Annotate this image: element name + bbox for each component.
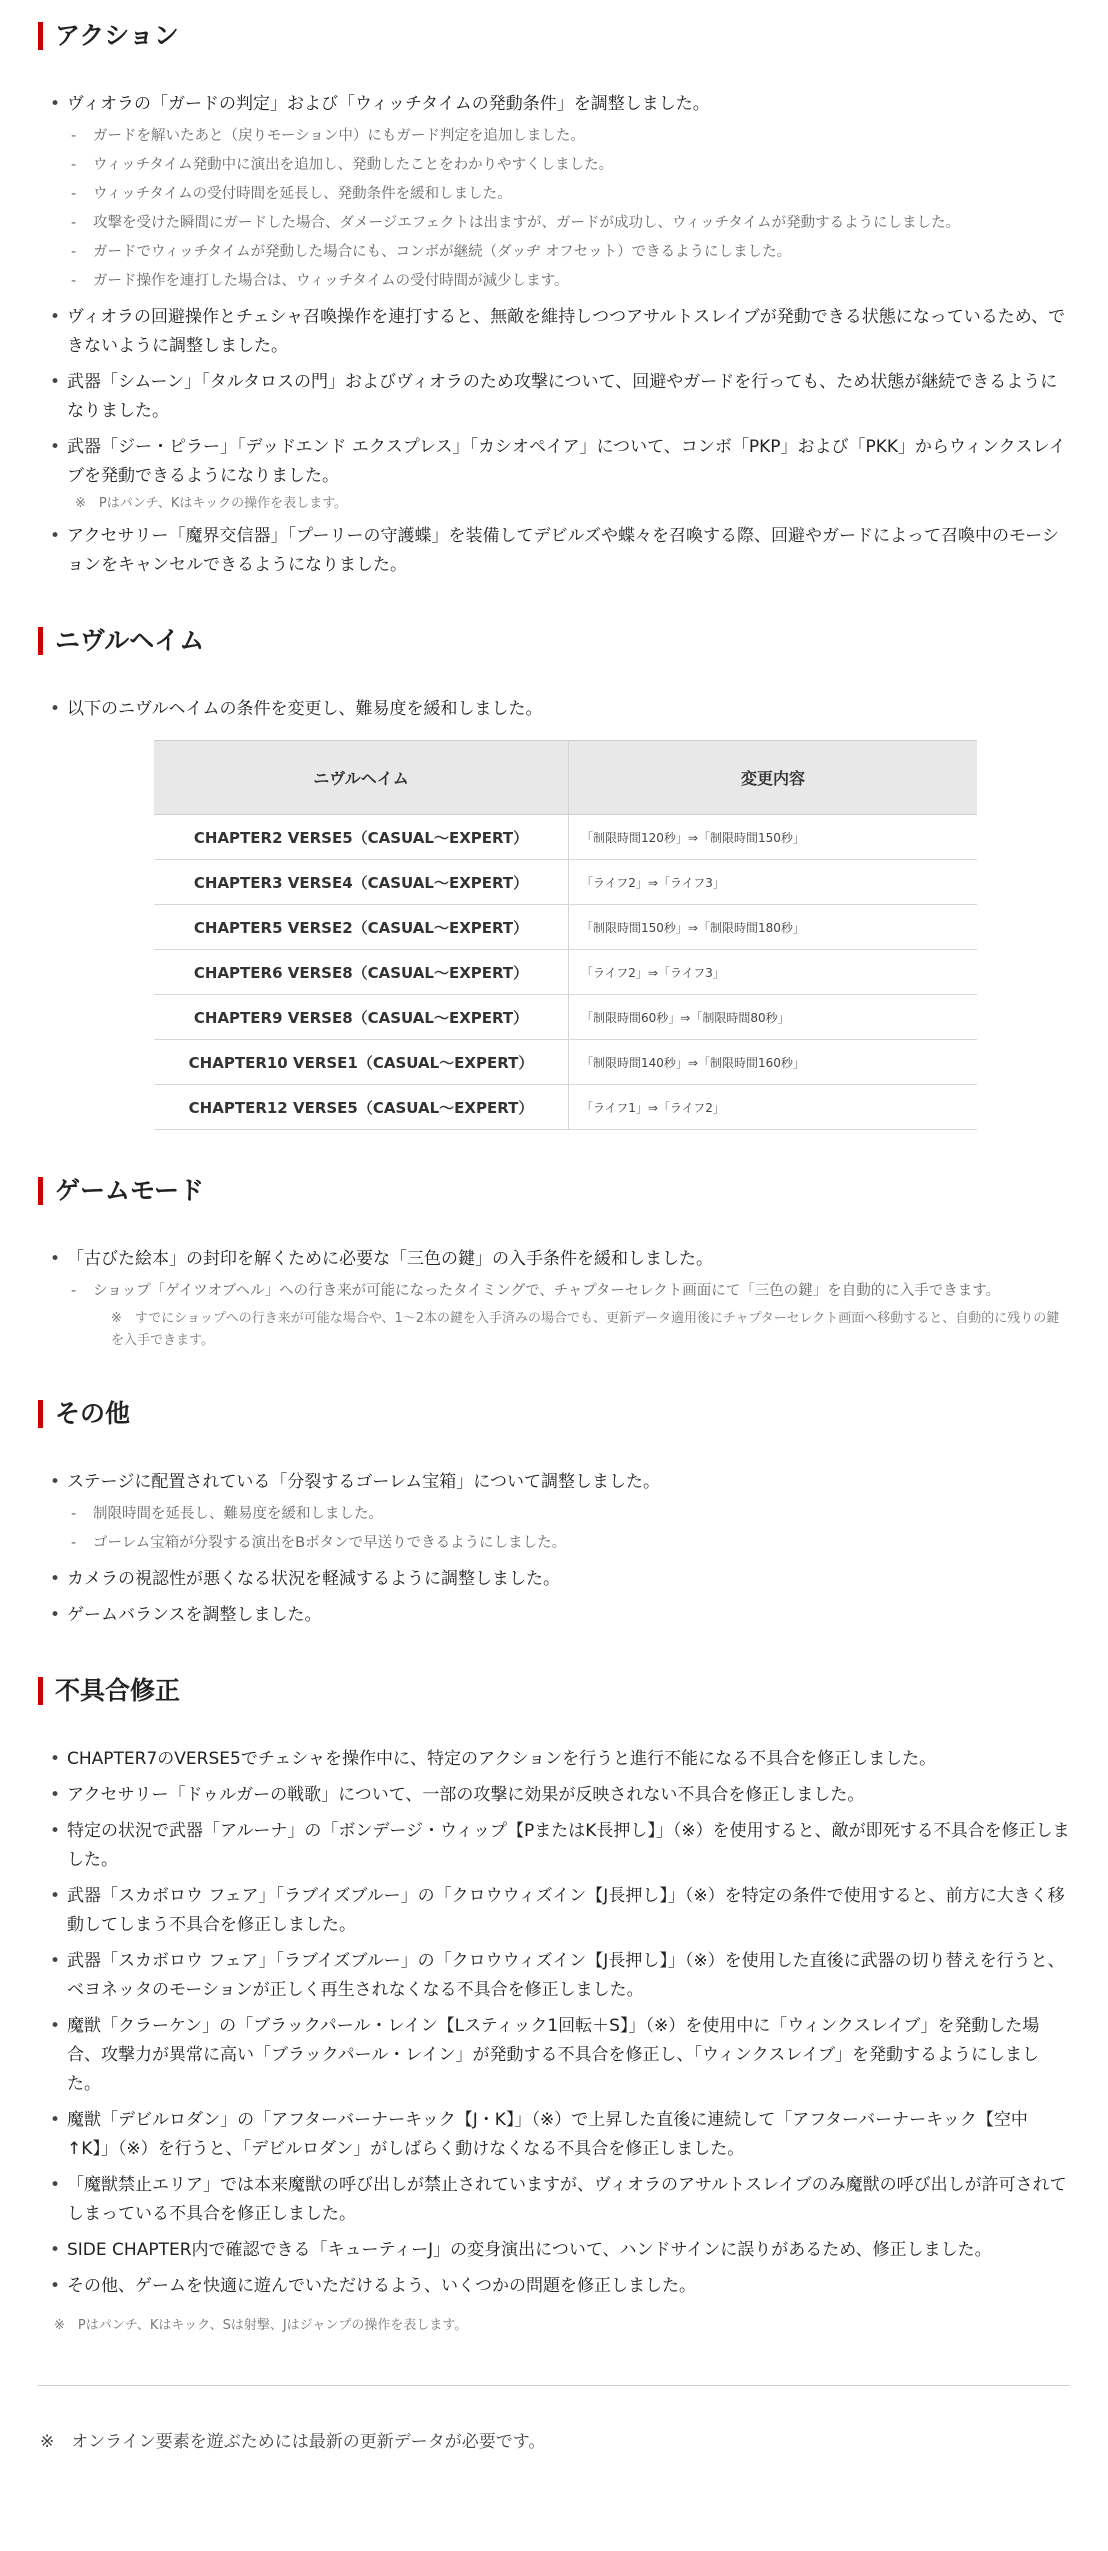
sub-item: - 攻撃を受けた瞬間にガードした場合、ダメージエフェクトは出ますが、ガードが成功し、ウィッチタイムが発動するようにしました。 bbox=[67, 209, 1070, 238]
item-text: アクセサリー「魔界交信器」「プーリーの守護蝶」を装備してデビルズや蝶々を召喚する際、回避やガードによって召喚中のモーションをキャンセルできるようになりました。 bbox=[67, 526, 1059, 575]
section-title-action: アクション bbox=[38, 22, 1070, 50]
list-item bbox=[50, 2106, 1070, 2164]
table-row bbox=[154, 995, 977, 1040]
section-title-other: その他 bbox=[38, 1400, 1070, 1428]
table-row bbox=[154, 1040, 977, 1085]
list-item bbox=[50, 1817, 1070, 1875]
list-item bbox=[50, 1245, 1070, 1352]
table-row bbox=[154, 860, 977, 905]
table-cell: CHAPTER9 VERSE8（CASUAL～EXPERT） bbox=[154, 995, 569, 1040]
niflheim-list bbox=[38, 695, 1070, 724]
other-list bbox=[38, 1468, 1070, 1630]
online-update-note: ※ オンライン要素を遊ぶためには最新の更新データが必要です。 bbox=[40, 2432, 546, 2452]
niflheim-table bbox=[154, 740, 977, 1130]
table-row bbox=[154, 1085, 977, 1130]
list-item bbox=[50, 1882, 1070, 1940]
item-text: 武器「スカボロウ フェア」「ラブイズブルー」の「クロウウィズイン【J長押し】」（※）を使用した直後に武器の切り替えを行うと、ベヨネッタのモーションが正しく再生されなくなる不具合を修正しました。 bbox=[67, 1951, 1065, 2000]
table-cell: CHAPTER12 VERSE5（CASUAL～EXPERT） bbox=[154, 1085, 569, 1130]
bug-fix-list bbox=[38, 1745, 1070, 2301]
item-text: ゲームバランスを調整しました。 bbox=[67, 1605, 322, 1625]
item-text: その他、ゲームを快適に遊んでいただけるよう、いくつかの問題を修正しました。 bbox=[67, 2276, 696, 2296]
divider bbox=[38, 2385, 1070, 2386]
column-header: ニヴルヘイム bbox=[154, 741, 569, 815]
item-text: 武器「ジー・ピラー」「デッドエンド エクスプレス」「カシオペイア」について、コンボ「PKP」および「PKK」からウィンクスレイブを発動できるようになりました。 bbox=[67, 437, 1066, 486]
list-item bbox=[50, 1565, 1070, 1594]
table-cell: CHAPTER10 VERSE1（CASUAL～EXPERT） bbox=[154, 1040, 569, 1085]
item-text: 武器「シムーン」「タルタロスの門」およびヴィオラのため攻撃について、回避やガードを行っても、ため状態が継続できるようになりました。 bbox=[67, 372, 1058, 421]
list-item bbox=[50, 2171, 1070, 2229]
table-cell: CHAPTER5 VERSE2（CASUAL～EXPERT） bbox=[154, 905, 569, 950]
item-text: ヴィオラの回避操作とチェシャ召喚操作を連打すると、無敵を維持しつつアサルトスレイブが発動できる状態になっているため、できないように調整しました。 bbox=[67, 307, 1066, 356]
table-cell: 「制限時間150秒」⇒「制限時間180秒」 bbox=[569, 905, 978, 950]
item-text: カメラの視認性が悪くなる状況を軽減するように調整しました。 bbox=[67, 1569, 560, 1589]
list-item bbox=[50, 695, 1070, 724]
item-text: 「古びた絵本」の封印を解くために必要な「三色の鍵」の入手条件を緩和しました。 bbox=[67, 1249, 713, 1269]
list-item bbox=[50, 90, 1070, 296]
item-text: ステージに配置されている「分裂するゴーレム宝箱」について調整しました。 bbox=[67, 1472, 660, 1492]
list-item bbox=[50, 368, 1070, 426]
table-cell: 「制限時間120秒」⇒「制限時間150秒」 bbox=[569, 815, 978, 860]
table-row bbox=[154, 905, 977, 950]
table-row bbox=[154, 815, 977, 860]
sub-item: - ガード操作を連打した場合は、ウィッチタイムの受付時間が減少します。 bbox=[67, 267, 1070, 296]
sub-item: - ウィッチタイムの受付時間を延長し、発動条件を緩和しました。 bbox=[67, 180, 1070, 209]
table-cell: 「ライフ2」⇒「ライフ3」 bbox=[569, 860, 978, 905]
input-legend-note: ※ Pはパンチ、Kはキック、Sは射撃、Jはジャンプの操作を表します。 bbox=[54, 2318, 468, 2333]
table-row bbox=[154, 950, 977, 995]
item-text: CHAPTER7のVERSE5でチェシャを操作中に、特定のアクションを行うと進行不能になる不具合を修正しました。 bbox=[67, 1749, 937, 1769]
sub-item: - ショップ「ゲイツオブヘル」への行き来が可能になったタイミングで、チャプターセレクト画面にて「三色の鍵」を自動的に入手できます。 bbox=[67, 1277, 1070, 1306]
section-title-niflheim: ニヴルヘイム bbox=[38, 627, 1070, 655]
table-cell: 「制限時間140秒」⇒「制限時間160秒」 bbox=[569, 1040, 978, 1085]
table-cell: 「ライフ1」⇒「ライフ2」 bbox=[569, 1085, 978, 1130]
table-header-row bbox=[154, 741, 977, 815]
sub-list bbox=[67, 1277, 1070, 1306]
item-text: 魔獣「クラーケン」の「ブラックパール・レイン【Lスティック1回転＋S】」（※）を使用中に「ウィンクスレイブ」を発動した場合、攻撃力が異常に高い「ブラックパール・レイン」が発動する不具合を修正し、「ウィンクスレイブ」を発動するようにしました。 bbox=[67, 2016, 1040, 2094]
section-game-mode bbox=[38, 1177, 1070, 1352]
column-header: 変更内容 bbox=[569, 741, 978, 815]
list-item bbox=[50, 303, 1070, 361]
sub-item: - ゴーレム宝箱が分裂する演出をBボタンで早送りできるようにしました。 bbox=[67, 1529, 1070, 1558]
list-item bbox=[50, 2272, 1070, 2301]
item-text: 以下のニヴルヘイムの条件を変更し、難易度を緩和しました。 bbox=[67, 699, 543, 719]
list-item bbox=[50, 1601, 1070, 1630]
list-item bbox=[50, 2012, 1070, 2099]
list-item bbox=[50, 522, 1070, 580]
sub-item: - ガードを解いたあと（戻りモーション中）にもガード判定を追加しました。 bbox=[67, 122, 1070, 151]
section-title-game-mode: ゲームモード bbox=[38, 1177, 1070, 1205]
list-item bbox=[50, 1781, 1070, 1810]
sub-item: - 制限時間を延長し、難易度を緩和しました。 bbox=[67, 1500, 1070, 1529]
item-text: 「魔獣禁止エリア」では本来魔獣の呼び出しが禁止されていますが、ヴィオラのアサルトスレイブのみ魔獣の呼び出しが許可されてしまっている不具合を修正しました。 bbox=[67, 2175, 1067, 2224]
sub-item: - ウィッチタイム発動中に演出を追加し、発動したことをわかりやすくしました。 bbox=[67, 151, 1070, 180]
table-cell: CHAPTER3 VERSE4（CASUAL～EXPERT） bbox=[154, 860, 569, 905]
section-other bbox=[38, 1400, 1070, 1630]
action-list bbox=[38, 90, 1070, 580]
item-text: 魔獣「デビルロダン」の「アフターバーナーキック【J・K】」（※）で上昇した直後に連続して「アフターバーナーキック【空中↑K】」（※）を行うと、「デビルロダン」がしばらく動けなくなる不具合を修正しました。 bbox=[67, 2110, 1028, 2159]
key-acquisition-note: ※ すでにショップへの行き来が可能な場合や、1～2本の鍵を入手済みの場合でも、更新データ適用後にチャプターセレクト画面へ移動すると、自動的に残りの鍵を入手できます。 bbox=[111, 1311, 1060, 1348]
table-cell: 「制限時間60秒」⇒「制限時間80秒」 bbox=[569, 995, 978, 1040]
section-bug-fixes bbox=[38, 1677, 1070, 2337]
item-text: SIDE CHAPTER内で確認できる「キューティーJ」の変身演出について、ハンドサインに誤りがあるため、修正しました。 bbox=[67, 2240, 992, 2260]
table-cell: 「ライフ2」⇒「ライフ3」 bbox=[569, 950, 978, 995]
input-legend-note: ※ Pはパンチ、Kはキックの操作を表します。 bbox=[75, 496, 348, 511]
list-item bbox=[50, 1947, 1070, 2005]
list-item bbox=[50, 433, 1070, 515]
section-title-bug-fixes: 不具合修正 bbox=[38, 1677, 1070, 1705]
item-text: 武器「スカボロウ フェア」「ラブイズブルー」の「クロウウィズイン【J長押し】」（※）を特定の条件で使用すると、前方に大きく移動してしまう不具合を修正しました。 bbox=[67, 1886, 1065, 1935]
item-text: 特定の状況で武器「アルーナ」の「ボンデージ・ウィップ【PまたはK長押し】」（※）を使用すると、敵が即死する不具合を修正しました。 bbox=[67, 1821, 1070, 1870]
item-text: ヴィオラの「ガードの判定」および「ウィッチタイムの発動条件」を調整しました。 bbox=[67, 94, 710, 114]
sub-list bbox=[67, 1500, 1070, 1558]
table-cell: CHAPTER6 VERSE8（CASUAL～EXPERT） bbox=[154, 950, 569, 995]
table-cell: CHAPTER2 VERSE5（CASUAL～EXPERT） bbox=[154, 815, 569, 860]
sub-item: - ガードでウィッチタイムが発動した場合にも、コンボが継続（ダッヂ オフセット）できるようにしました。 bbox=[67, 238, 1070, 267]
item-text: アクセサリー「ドゥルガーの戦歌」について、一部の攻撃に効果が反映されない不具合を修正しました。 bbox=[67, 1785, 865, 1805]
list-item bbox=[50, 2236, 1070, 2265]
section-action bbox=[38, 0, 1070, 580]
list-item bbox=[50, 1745, 1070, 1774]
section-niflheim bbox=[38, 627, 1070, 1130]
list-item bbox=[50, 1468, 1070, 1558]
sub-list bbox=[67, 122, 1070, 296]
game-mode-list bbox=[38, 1245, 1070, 1352]
